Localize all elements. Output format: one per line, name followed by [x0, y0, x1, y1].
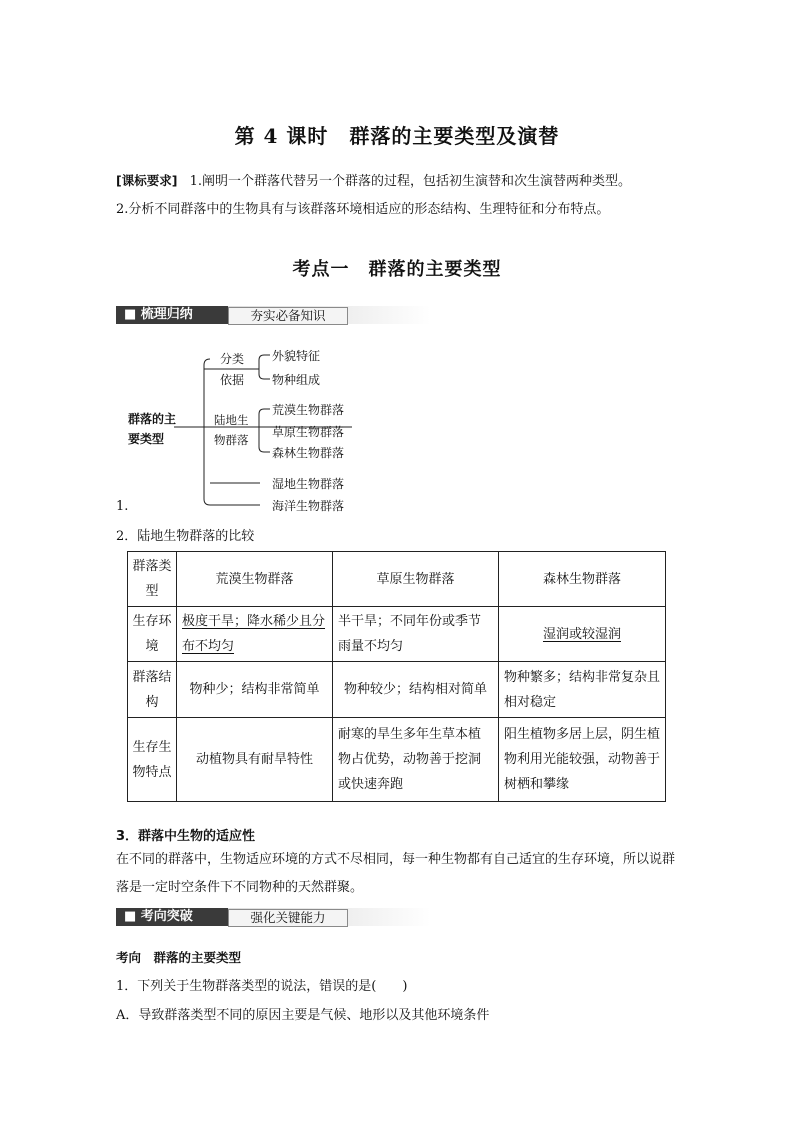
item-1-number: 1.	[116, 499, 129, 514]
table-header-cell: 森林生物群落	[499, 552, 666, 607]
table-cell: 半干旱；不同年份或季节雨量不均匀	[333, 607, 499, 662]
table-cell: 物种少；结构非常简单	[177, 662, 333, 718]
question-1-option-a: A．导致群落类型不同的原因主要是气候、地形以及其他环境条件	[116, 1008, 490, 1023]
banner-dark-label: ■ 梳理归纳	[116, 306, 228, 324]
tree-item-desert: 荒漠生物群落	[272, 403, 345, 417]
tree-branch1-2: 依据	[220, 373, 245, 387]
banner-light-label: 强化关键能力	[228, 909, 348, 927]
table-row-label: 群落结构	[128, 662, 177, 718]
item-3-text: 在不同的群落中，生物适应环境的方式不尽相同，每一种生物都有自己适宜的生存环境，所以说群落是一定时空条件下不同物种的天然群聚。	[116, 852, 676, 895]
table-cell	[177, 607, 333, 662]
table-row	[128, 607, 666, 662]
comparison-table	[127, 551, 666, 802]
table-cell-text: 极度干旱；降水稀少且分布不均匀	[182, 614, 326, 654]
requirements-text-1: 1.阐明一个群落代替另一个群落的过程，包括初生演替和次生演替两种类型。	[189, 174, 631, 189]
table-cell: 物种繁多；结构非常复杂且相对稳定	[499, 662, 666, 718]
section-title: 考点一 群落的主要类型	[292, 259, 502, 280]
tree-branch2-2: 物群落	[214, 433, 249, 447]
community-type-tree	[110, 340, 370, 520]
requirements-line-1	[116, 172, 631, 191]
table-header-cell: 草原生物群落	[333, 552, 499, 607]
banner-dark-label: ■ 考向突破	[116, 908, 228, 926]
table-header-cell: 荒漠生物群落	[177, 552, 333, 607]
kaoxiang-title: 考向 群落的主要类型	[116, 950, 242, 965]
table-header-cell: 群落类型	[128, 552, 177, 607]
table-cell-text: 湿润或较湿润	[542, 626, 621, 642]
table-cell: 物种较少；结构相对简单	[333, 662, 499, 718]
table-row	[128, 662, 666, 718]
tree-item-forest: 森林生物群落	[272, 446, 345, 460]
requirements-line-2: 2.分析不同群落中的生物具有与该群落环境相适应的形态结构、生理特征和分布特点。	[116, 202, 610, 217]
table-row-label: 生存生物特点	[128, 718, 177, 802]
table-cell	[499, 607, 666, 662]
table-row	[128, 718, 666, 802]
tree-branch2-1: 陆地生	[214, 413, 249, 427]
tree-root-2: 要类型	[128, 432, 165, 446]
table-header-row	[128, 552, 666, 607]
banner-light-label: 夯实必备知识	[228, 307, 348, 325]
tree-item-appearance: 外貌特征	[272, 349, 321, 363]
tree-item-species: 物种组成	[272, 373, 321, 387]
banner-breakthrough	[116, 906, 431, 928]
table-cell: 耐寒的旱生多年生草本植物占优势，动物善于挖洞或快速奔跑	[333, 718, 499, 802]
tree-root-1: 群落的主	[128, 412, 177, 426]
item-2-title: 2．陆地生物群落的比较	[116, 529, 255, 544]
table-cell: 阳生植物多居上层，阴生植物利用光能较强，动物善于树栖和攀缘	[499, 718, 666, 802]
item-3-title: 3．群落中生物的适应性	[116, 829, 256, 844]
tree-item-wetland: 湿地生物群落	[272, 477, 345, 491]
table-cell: 动植物具有耐旱特性	[177, 718, 333, 802]
table-row-label: 生存环境	[128, 607, 177, 662]
tree-item-grassland: 草原生物群落	[272, 425, 345, 439]
question-1: 1．下列关于生物群落类型的说法，错误的是( )	[116, 979, 408, 994]
page-title: 第 4 课时 群落的主要类型及演替	[234, 124, 560, 148]
tree-branch1-1: 分类	[220, 352, 245, 366]
requirements-tag: [课标要求]	[116, 173, 178, 188]
tree-item-ocean: 海洋生物群落	[272, 499, 345, 513]
banner-review	[116, 304, 431, 326]
